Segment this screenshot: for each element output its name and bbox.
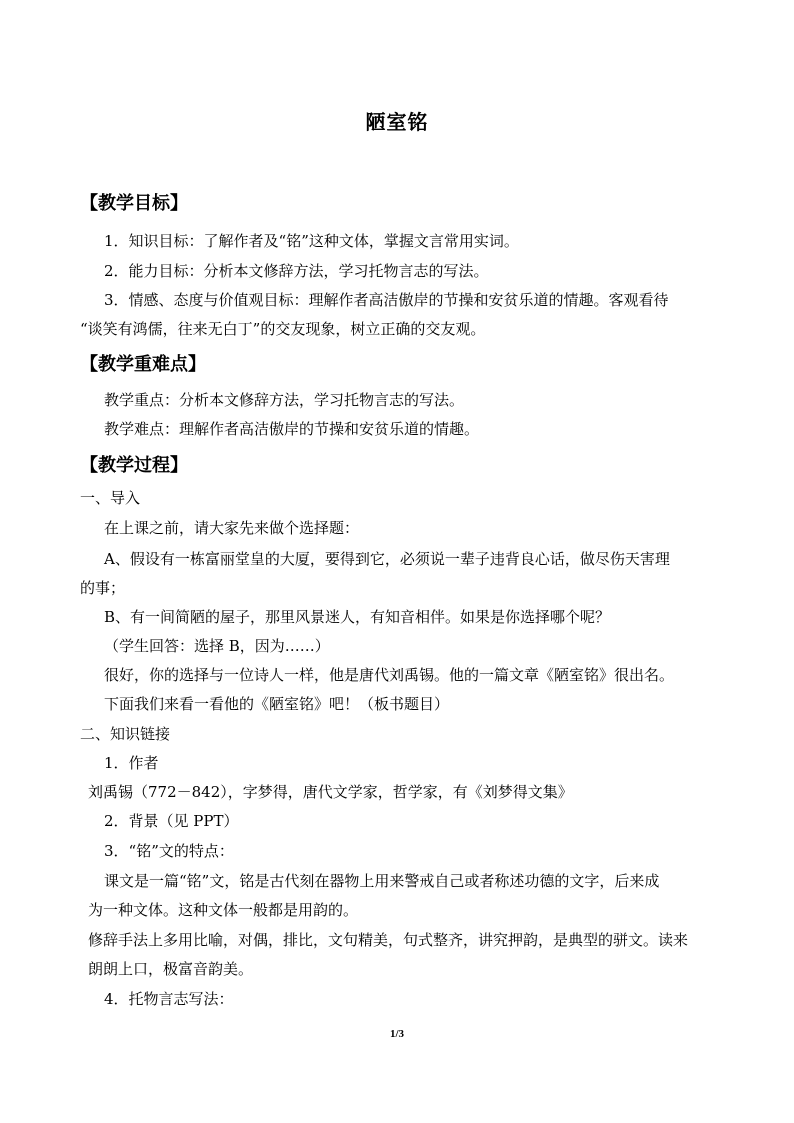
part1-line: 很好，你的选择与一位诗人一样，他是唐代刘禹锡。他的一篇文章《陋室铭》很出名。 [104, 666, 675, 684]
part1-title: 一、导入 [80, 489, 141, 507]
part1-option-a-continued: 的事； [80, 579, 126, 597]
part2-ming-line: 为一种文体。这种文体一般都是用韵的。 [88, 901, 359, 919]
part1-line: 在上课之前，请大家先来做个选择题： [104, 519, 360, 537]
objective-ability: 2．能力目标：分析本文修辞方法，学习托物言志的写法。 [104, 262, 489, 280]
objective-knowledge: 1．知识目标：了解作者及“铭”这种文体，掌握文言常用实词。 [104, 232, 519, 250]
part2-ming-features-heading: 3．“铭”文的特点： [104, 842, 234, 860]
heading-process: 【教学过程】 [80, 455, 188, 476]
objective-emotion-continued: “谈笑有鸿儒，往来无白丁”的交友现象，树立正确的交友观。 [80, 320, 486, 338]
part1-option-a: A、假设有一栋富丽堂皇的大厦，要得到它，必须说一辈子违背良心话，做尽伤天害理 [104, 550, 670, 568]
part1-option-b: B、有一间简陋的屋子，那里风景迷人，有知音相伴。如果是你选择哪个呢？ [104, 608, 611, 626]
part2-background: 2．背景（见 PPT） [104, 812, 239, 830]
part1-line: 下面我们来看一看他的《陋室铭》吧！（板书题目） [104, 695, 450, 713]
heading-key-points: 【教学重难点】 [80, 354, 206, 375]
page-number: 1/3 [389, 1028, 405, 1040]
difficult-point: 教学难点：理解作者高洁傲岸的节操和安贫乐道的情趣。 [104, 420, 480, 438]
part2-technique-heading: 4．托物言志写法： [104, 990, 234, 1008]
part2-title: 二、知识链接 [80, 725, 171, 743]
part1-student-answer: （学生回答：选择 B，因为……） [104, 637, 330, 655]
part2-rhetoric-line: 修辞手法上多用比喻，对偶，排比，文句精美，句式整齐，讲究押韵，是典型的骈文。读来 [88, 931, 689, 949]
part2-author-info: 刘禹锡（772－842），字梦得，唐代文学家，哲学家，有《刘梦得文集》 [88, 783, 573, 801]
objective-emotion: 3．情感、态度与价值观目标：理解作者高洁傲岸的节操和安贫乐道的情趣。客观看待 [104, 291, 669, 309]
part2-ming-line: 课文是一篇“铭”文，铭是古代刻在器物上用来警戒自己或者称述功德的文字，后来成 [104, 872, 660, 890]
part2-author-heading: 1．作者 [104, 754, 159, 772]
part2-rhetoric-line: 朗朗上口，极富音韵美。 [88, 960, 254, 978]
heading-objectives: 【教学目标】 [80, 193, 188, 214]
key-point: 教学重点：分析本文修辞方法，学习托物言志的写法。 [104, 391, 465, 409]
document-title: 陋室铭 [365, 110, 429, 134]
